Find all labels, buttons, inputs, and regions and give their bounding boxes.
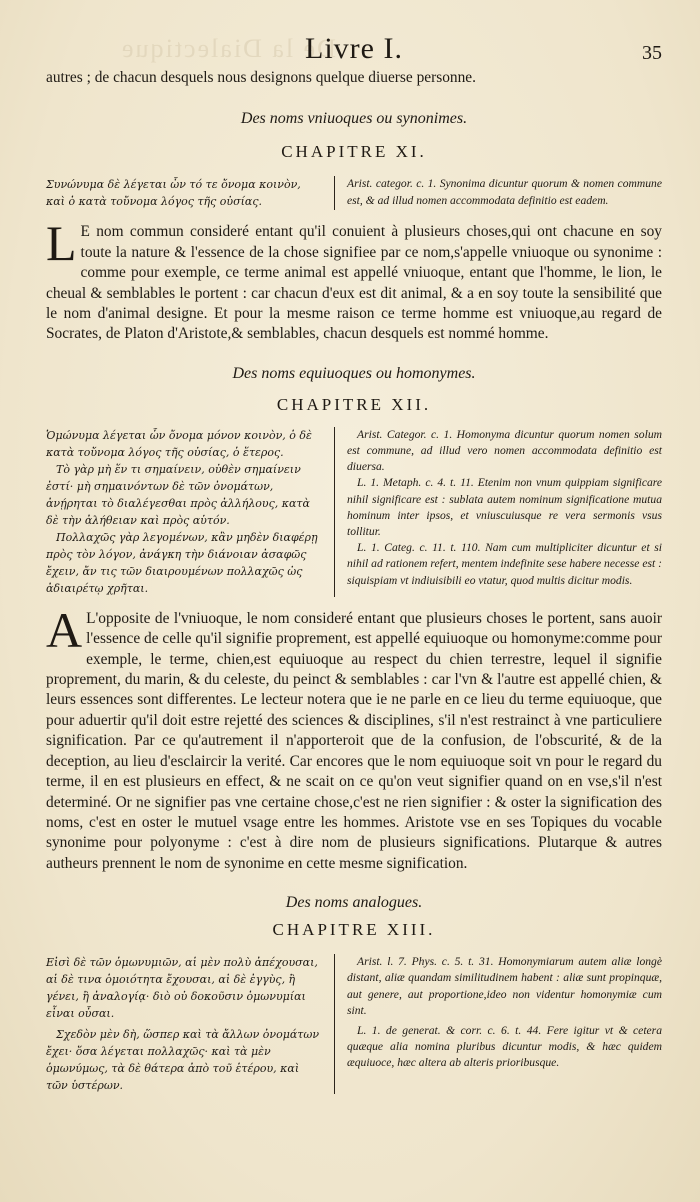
section-heading: Des noms analogues. bbox=[285, 894, 423, 912]
section-xiii bbox=[46, 894, 662, 1094]
greek-quotes bbox=[46, 427, 334, 597]
latin-quote: L. 1. de generat. & corr. c. 6. t. 44. Fere igitur vt & cetera quæque alia nomina pluribus dicuntur modis, & hæc quidem æquiuoce, hæc altera ab alteris prioribusque. bbox=[347, 1023, 662, 1070]
greek-quote: Τὸ γὰρ μὴ ἕν τι σημαίνειν, οὐθὲν σημαίνειν ἐστί· μὴ σημαινόντων δὲ τῶν ὀνομάτων, ἀνῄρηται τὸ διαλέγεσθαι πρὸς ἀλλήλους, κατὰ δὲ τὴν ἀλήθειαν καὶ πρὸς αὑτόν. bbox=[46, 462, 310, 527]
latin-quote: Arist. l. 7. Phys. c. 5. t. 31. Homonymiarum autem aliæ longè distant, aliæ quandam similitudinem habent : aliæ sunt propinquæ, aut genere, aut proportione,ideo non videntur homonymiæ cum sint. bbox=[347, 955, 662, 1017]
marginal-quotes bbox=[46, 954, 662, 1094]
latin-quotes bbox=[334, 954, 662, 1094]
page-number: 35 bbox=[642, 42, 662, 64]
bleed-through-text: De la Dialectique bbox=[120, 34, 336, 63]
section-heading: Des noms equiuoques ou homonymes. bbox=[232, 364, 476, 382]
latin-quote: Arist. Categor. c. 1. Homonyma dicuntur quorum nomen solum est commune, ad illud vero nomen accommodata definitio est diuersa. bbox=[347, 427, 662, 474]
greek-quote: Συνώνυμα δὲ λέγεται ὧν τό τε ὄνομα κοινὸν, καὶ ὁ κατὰ τοὔνομα λόγος τῆς οὐσίας. bbox=[46, 178, 301, 209]
drop-cap: A bbox=[46, 601, 83, 658]
marginal-quotes bbox=[46, 176, 662, 210]
greek-quote: Ὁμώνυμα λέγεται ὧν ὄνομα μόνον κοινὸν, ὁ δὲ κατὰ τοὔνομα λόγος τῆς οὐσίας, ὁ ἕτερος. bbox=[46, 428, 312, 459]
body-paragraph bbox=[46, 215, 662, 344]
intro-line: autres ; de chacun desquels nous designons quelque diuerse personne. bbox=[46, 69, 476, 86]
latin-quotes bbox=[334, 427, 662, 597]
page-header bbox=[46, 28, 662, 68]
greek-quotes bbox=[46, 176, 334, 210]
greek-quotes bbox=[46, 954, 334, 1094]
chapter-title: CHAPITRE XI. bbox=[281, 142, 427, 162]
paragraph-text: E nom commun consideré entant qu'il conuient à plusieurs choses,qui ont chacune en soy toute la nature & l'essence de la chose signifiee par ce nom,s'appelle vniuoque ou synonime : comme pour exemple, ce terme animal est appellé vniuoque, entant que l'homme, le lion, le cheual & semblables le portent : car chacun d'eux est dit animal, & a en soy toute la sensibilité que le nom d'animal designe. Et pour la mesme raison ce terme homme est vniuoque,au regard de Socrates, de Platon d'Aristote,& semblables, chacun desquels est nommé homme. bbox=[46, 223, 662, 343]
section-xii bbox=[46, 365, 662, 874]
section-heading: Des noms vniuoques ou synonimes. bbox=[240, 110, 468, 128]
marginal-quotes bbox=[46, 427, 662, 597]
latin-quotes bbox=[334, 176, 662, 210]
greek-quote: Σχεδὸν μὲν δὴ, ὥσπερ καὶ τὰ ἄλλων ὀνομάτων ἔχει· ὅσα λέγεται πολλαχῶς· καὶ τὰ μὲν ὁμωνύμως, τὰ δὲ θάτερα ἀπὸ τοῦ ἑτέρου, καὶ τῶν ὑστέρων. bbox=[46, 1028, 320, 1093]
greek-quote: Εἰσὶ δὲ τῶν ὁμωνυμιῶν, αἱ μὲν πολὺ ἀπέχουσαι, αἱ δὲ τινα ὁμοιότητα ἔχουσαι, αἱ δὲ ἐγγὺς, ἢ γένει, ἢ ἀναλογίᾳ· διὸ οὐ δοκοῦσιν ὁμωνυμίαι εἶναι οὖσαι. bbox=[46, 956, 318, 1021]
chapter-title: CHAPITRE XIII. bbox=[272, 920, 436, 940]
latin-quote: Arist. categor. c. 1. Synonima dicuntur quorum & nomen commune est, & ad illud nomen accommodata definitio est eadem. bbox=[347, 177, 662, 207]
latin-quote: L. 1. Metaph. c. 4. t. 11. Etenim non vnum quippiam significare nihil significare est : sublata autem nominum significatione mutua hominum inter ipsos, et vniuscuiusque re vera sermonis vsus tollitur. bbox=[347, 476, 662, 539]
latin-quote: L. 1. Categ. c. 11. t. 110. Nam cum multipliciter dicuntur et si nihil ad rationem refert, mentem indefinite sese habere necesse est : siquispiam vt indiuisibili eo vtatur, quod multis dicitur modis. bbox=[347, 541, 662, 587]
greek-quote: Πολλαχῶς γὰρ λεγομένων, κἂν μηδὲν διαφέρῃ πρὸς τὸν λόγον, ἀνάγκη τὴν διάνοιαν ἀσαφῶς ἔχειν, ἄν τις τῶν διαιρουμένων πολλαχῶς ὡς ἀδιαιρέτῳ χρῆται. bbox=[46, 530, 318, 595]
paragraph-text: L'opposite de l'vniuoque, le nom consideré entant que plusieurs choses le portent, sans auoir l'essence de celle qu'il signifie proprement, est appellé equiuoque ou homonyme:comme pour exemple, le terme, chien,est equiuoque au respect du chien terrestre, lequel il signifie proprement, du marin, & du celeste, du peinct & semblables : car l'vn & l'autre est appellé chien, & leurs essences sont differentes. Le lecteur notera que ie ne parle en ce lieu du terme equiuoque, que pour aduertir qu'il doit estre rejetté des sciences & disciplines, s'il n'est restrainct à vne particuliere signification. Par ce qu'autrement il n'apporteroit que de la confusion, de l'obscurité, & de la deception, au lieu d'esclaircir la verité. Car encores que le nom equiuoque soit vn pour le regard du terme, il en est plusieurs en effect, & ne scait on ce qu'on veut signifier quand on en vse,s'il n'est determiné. Or ne signifier pas vne certaine chose,c'est ne rien signifier : & oster la signification des noms, c'est en oster le mutuel vsage entre les hommes. Aristote vse en ses Topiques du vocable synonime pour polyonyme : c'est à dire nom de plusieurs significations. Plutarque & autres autheurs prennent le nom de synonime en cette mesme signification. bbox=[46, 609, 662, 872]
section-xi bbox=[46, 110, 662, 344]
body-paragraph bbox=[46, 601, 662, 874]
chapter-title: CHAPITRE XII. bbox=[276, 394, 432, 414]
running-title: Livre I. bbox=[305, 32, 403, 65]
drop-cap: L bbox=[46, 215, 77, 272]
